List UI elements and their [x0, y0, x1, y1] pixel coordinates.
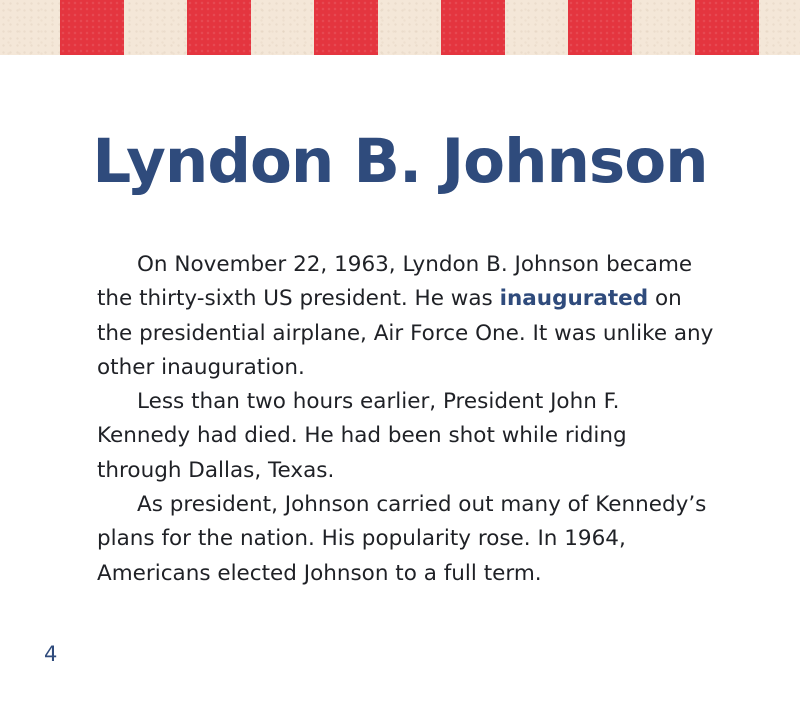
red-stripe: [568, 0, 632, 55]
red-stripe: [187, 0, 251, 55]
paragraph-2: Less than two hours earlier, President John F. Kennedy had died. He had been shot while riding through Dallas, Texas.: [97, 389, 627, 483]
red-stripe: [695, 0, 759, 55]
paragraph-1: [97, 248, 717, 385]
red-stripe: [441, 0, 505, 55]
page-number: 4: [44, 642, 58, 666]
page-title: Lyndon B. Johnson: [92, 126, 708, 197]
red-stripe: [314, 0, 378, 55]
body-text: [97, 248, 717, 591]
paragraph-1-text-before: On November 22, 1963, Lyndon B. Johnson became the thirty-sixth US president. He was: [97, 252, 693, 312]
glossary-term-inaugurated: inaugurated: [499, 286, 649, 312]
paragraph-1-text-after: on the presidential airplane, Air Force One. It was unlike any other inauguration.: [97, 286, 714, 380]
decorative-stripe-band: [0, 0, 800, 55]
red-stripe: [60, 0, 124, 55]
paragraph-3: As president, Johnson carried out many of Kennedy’s plans for the nation. His popularity rose. In 1964, Americans elected Johnson to a full term.: [97, 492, 707, 586]
